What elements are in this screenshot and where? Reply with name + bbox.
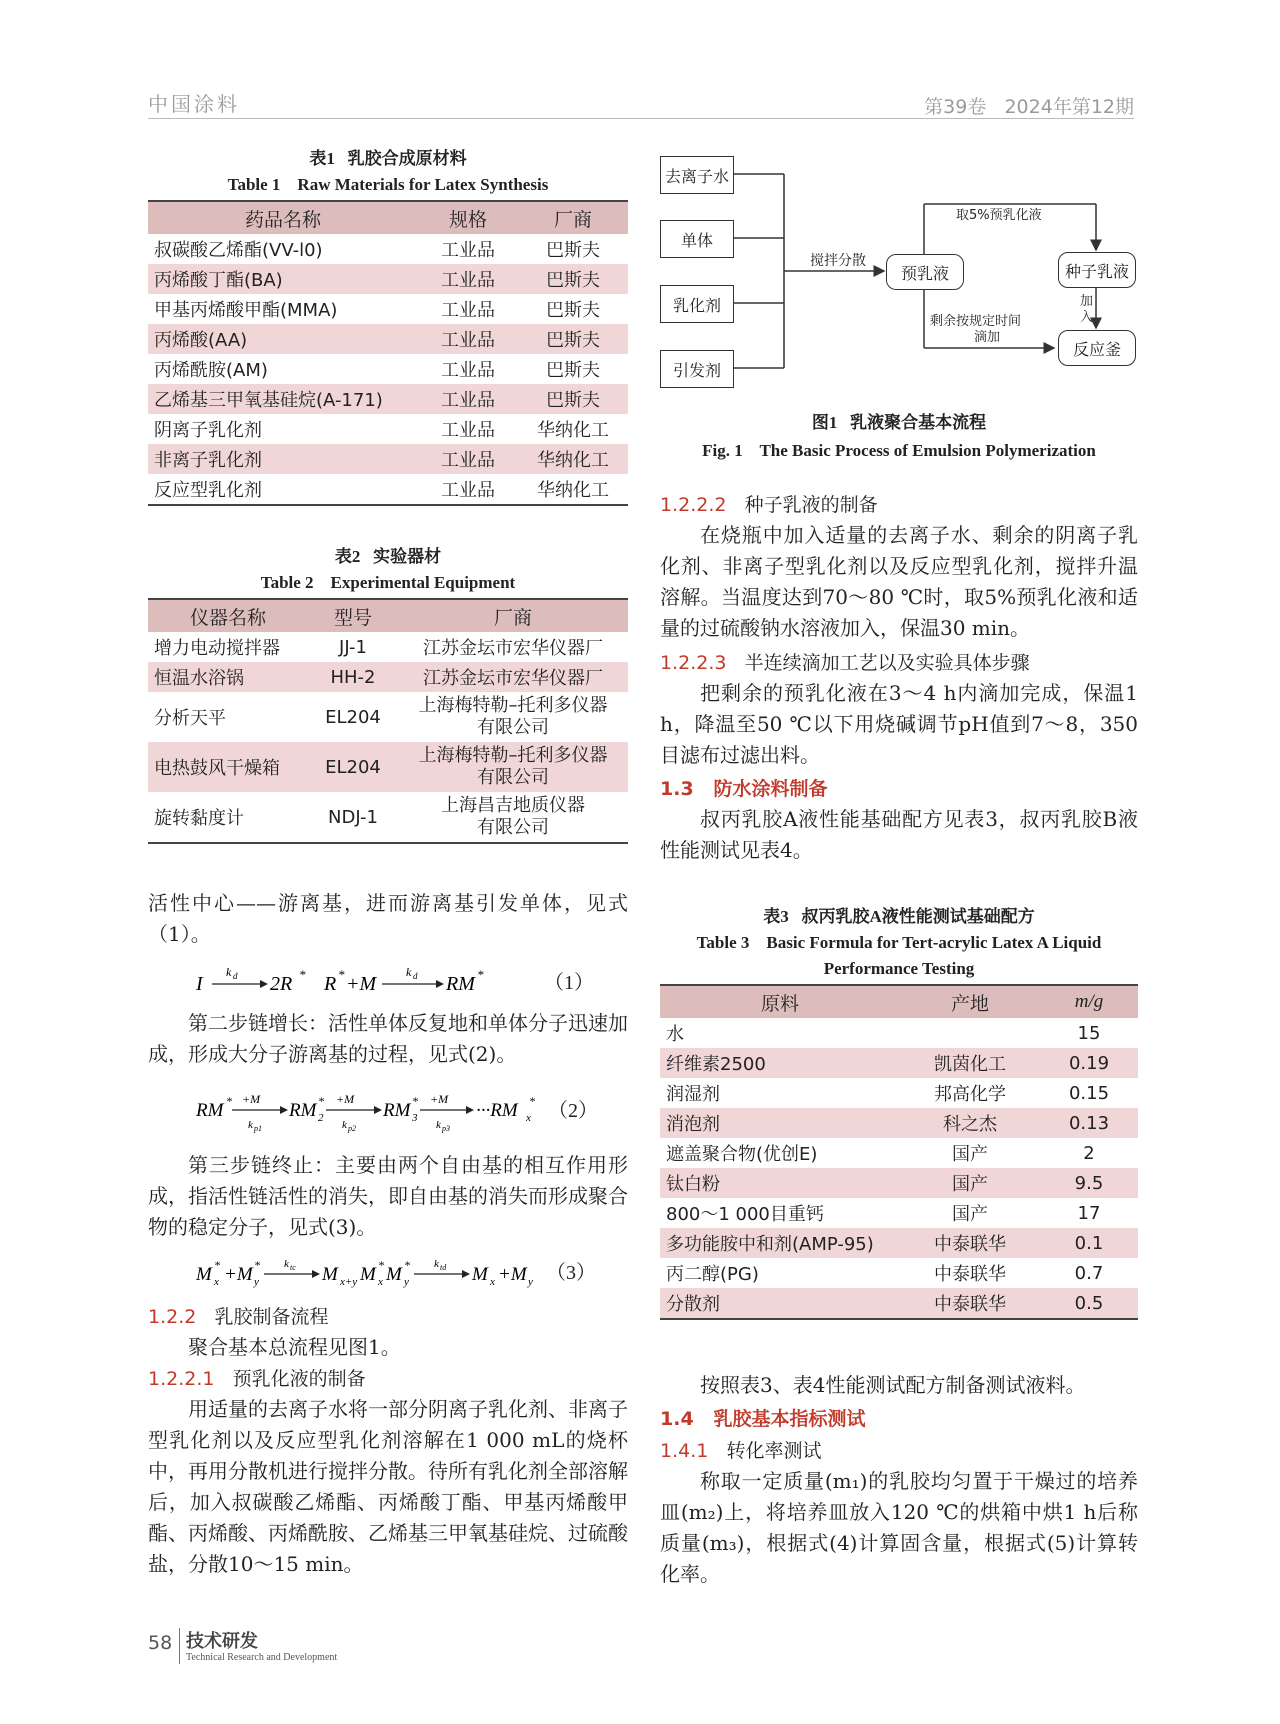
table1-caption-cn: 表1 乳胶合成原材料: [309, 149, 467, 168]
cell-line: 上海昌吉地质仪器: [441, 795, 585, 816]
table-cell: 江苏金坛市宏华仪器厂: [423, 638, 603, 659]
table1-block: [148, 146, 628, 506]
table-cell: 反应型乳化剂: [148, 474, 418, 505]
table3: [660, 984, 1138, 1320]
table-cell: 华纳化工: [537, 420, 609, 441]
table-row: [660, 1168, 1138, 1198]
section-title: 乳胶基本指标测试: [713, 1408, 866, 1430]
right-paragraph-3: 叔丙乳胶A液性能基础配方见表3，叔丙乳胶B液性能测试见表4。: [660, 807, 1138, 862]
table-cell: 0.13: [1068, 1112, 1110, 1134]
figure1-caption-en: Fig. 1 The Basic Process of Emulsion Polymerization: [702, 441, 1096, 460]
table-cell: 9.5: [1074, 1172, 1104, 1194]
svg-text:p3: p3: [442, 1124, 450, 1133]
table2-block: [148, 544, 628, 844]
table-row: [148, 632, 628, 662]
table-cell: 纤维素2500: [666, 1054, 766, 1075]
flow-box-seed-emulsion: 种子乳液: [1058, 252, 1136, 288]
footer-section-en: Technical Research and Development: [186, 1652, 338, 1663]
table-cell: 阴离子乳化剂: [154, 420, 262, 441]
flow-box-emulsifier: 乳化剂: [660, 285, 734, 323]
cell-line: 有限公司: [477, 717, 549, 738]
svg-text:k: k: [342, 1119, 347, 1131]
flow-label-take: 取5%预乳化液: [956, 208, 1042, 223]
svg-text:2R: 2R: [270, 973, 293, 995]
right-paragraph-4: 按照表3、表4性能测试配方制备测试液料。: [700, 1373, 1086, 1397]
equation-3-number: （3）: [546, 1262, 596, 1284]
table1-header: 药品名称: [148, 201, 418, 234]
flow-label-drip-1: 剩余按规定时间: [930, 314, 1022, 329]
table2-header: 仪器名称: [148, 599, 308, 632]
section-number: 1.4.1: [660, 1440, 709, 1462]
flow-box-pre-emulsion: 预乳液: [886, 254, 964, 290]
svg-text:k: k: [226, 965, 232, 979]
table-cell: 水: [666, 1024, 684, 1045]
table-cell: 工业品: [441, 450, 495, 471]
svg-text:*: *: [529, 1094, 535, 1108]
svg-text:x+y: x+y: [340, 1276, 358, 1288]
svg-text:*: *: [338, 967, 345, 982]
table-cell: 工业品: [441, 240, 495, 261]
section-number: 1.3: [660, 778, 694, 800]
table-cell: 消泡剂: [666, 1114, 720, 1135]
section-number: 1.2.2.2: [660, 494, 727, 516]
table-cell: 17: [1077, 1202, 1101, 1224]
table-cell: 钛白粉: [666, 1174, 720, 1195]
table-cell: 分散剂: [660, 1288, 900, 1319]
footer-divider: [179, 1628, 180, 1664]
left-paragraph-4: 聚合基本总流程见图1。: [188, 1335, 401, 1359]
svg-text:RM: RM: [383, 1100, 411, 1121]
table2-caption-en: Table 2 Experimental Equipment: [260, 573, 516, 592]
table-cell: 邦高化学: [934, 1084, 1006, 1105]
table-row: [148, 234, 628, 264]
table-cell: 巴斯夫: [546, 240, 600, 261]
svg-text:M: M: [386, 1264, 402, 1285]
table-cell: 工业品: [441, 330, 495, 351]
svg-text:+M: +M: [242, 1092, 261, 1106]
table-cell: JJ-1: [339, 636, 367, 658]
svg-text:x: x: [490, 1276, 495, 1288]
right-paragraph-2: 把剩余的预乳化液在3～4 h内滴加完成，保温1 h，降温至50 ℃以下用烧碱调节pH值到7～8，350目滤布过滤出料。: [660, 681, 1138, 767]
table-cell: 国产: [952, 1144, 988, 1165]
section-1-2-2-2: [660, 490, 878, 517]
table-cell: 华纳化工: [518, 474, 628, 505]
table3-caption-en-1: Table 3 Basic Formula for Tert-acrylic Latex A Liquid: [696, 933, 1102, 952]
table-cell: 国产: [952, 1174, 988, 1195]
svg-text:*: *: [299, 967, 306, 982]
svg-text:2: 2: [318, 1112, 324, 1124]
table-row: [148, 662, 628, 692]
page-number: 58: [148, 1632, 173, 1654]
table-cell: 国产: [952, 1204, 988, 1225]
table-row: [148, 792, 628, 843]
table-cell: 润湿剂: [666, 1084, 720, 1105]
table-row: [148, 742, 628, 792]
table-cell: 工业品: [441, 390, 495, 411]
issue-info: 第39卷 2024年第12期: [924, 96, 1134, 118]
svg-text:+M: +M: [224, 1264, 253, 1285]
table-cell: [398, 742, 628, 792]
table-cell: 恒温水浴锅: [154, 668, 244, 689]
table3-header: 产地: [900, 985, 1040, 1018]
table-cell: EL204: [325, 706, 381, 728]
equation-1-number: （1）: [544, 972, 594, 994]
cell-line: 有限公司: [477, 817, 549, 838]
table2: [148, 598, 628, 844]
svg-text:p2: p2: [348, 1124, 356, 1133]
svg-text:k: k: [406, 965, 412, 979]
section-1-2-2-1: [148, 1364, 366, 1391]
left-paragraph-3: 第三步链终止：主要由两个自由基的相互作用形成，指活性链活性的消失，即自由基的消失而形成聚合物的稳定分子，见式(3)。: [148, 1153, 628, 1239]
svg-text:R: R: [324, 973, 337, 995]
svg-text:M: M: [472, 1264, 488, 1285]
section-1-3: [660, 774, 828, 801]
section-number: 1.2.2.1: [148, 1368, 215, 1390]
table-cell: 凯茵化工: [934, 1054, 1006, 1075]
equation-2-number: （2）: [548, 1100, 598, 1122]
table-cell: 800～1 000目重钙: [666, 1204, 824, 1225]
section-1-2-2-3: [660, 648, 1030, 675]
svg-text:k: k: [436, 1119, 441, 1131]
equation-3: [196, 1254, 628, 1292]
table3-header: m/g: [1040, 985, 1138, 1018]
table-row: [660, 1108, 1138, 1138]
flow-label-disperse: 搅拌分散: [810, 253, 866, 269]
section-number: 1.2.2: [148, 1306, 197, 1328]
table-cell: EL204: [325, 756, 381, 778]
table-cell: 0.5: [1040, 1288, 1138, 1319]
table-cell: 遮盖聚合物(优创E): [666, 1144, 818, 1165]
svg-text:d: d: [233, 971, 238, 981]
table-cell: HH-2: [330, 666, 376, 688]
table-row: [660, 1228, 1138, 1258]
flow-box-initiator: 引发剂: [660, 350, 734, 388]
svg-text:I: I: [196, 973, 203, 995]
table-cell: 科之杰: [943, 1114, 997, 1135]
left-paragraph-2: 第二步链增长：活性单体反复地和单体分子迅速加成，形成大分子游离基的过程，见式(2)。: [148, 1011, 628, 1066]
table-cell: 多功能胺中和剂(AMP-95): [666, 1234, 874, 1255]
svg-text:d: d: [413, 971, 418, 981]
table-row: [148, 294, 628, 324]
svg-text:k: k: [284, 1258, 289, 1270]
table-cell: 甲基丙烯酸甲酯(MMA): [154, 300, 338, 321]
section-number: 1.2.2.3: [660, 652, 727, 674]
table-cell: 工业品: [441, 270, 495, 291]
svg-text:y: y: [254, 1276, 259, 1288]
svg-text:x: x: [378, 1276, 383, 1288]
table-row: [660, 1018, 1138, 1048]
table-cell: [398, 792, 628, 843]
table-cell: 0.1: [1074, 1232, 1104, 1254]
table1-header: 规格: [418, 201, 518, 234]
table2-header: 厂商: [398, 599, 628, 632]
table-cell: 工业品: [441, 360, 495, 381]
table1: [148, 200, 628, 506]
table-cell: 巴斯夫: [546, 330, 600, 351]
table-cell: 工业品: [418, 474, 518, 505]
svg-text:RM: RM: [446, 973, 475, 995]
svg-text:*: *: [226, 1094, 232, 1108]
flow-box-monomer: 单体: [660, 220, 734, 258]
table-cell: 0.15: [1068, 1082, 1110, 1104]
table-row: [660, 1288, 1138, 1319]
section-title: 乳胶制备流程: [214, 1306, 329, 1328]
svg-text:*: *: [254, 1258, 260, 1272]
svg-text:M: M: [360, 1264, 376, 1285]
table-cell: 工业品: [441, 300, 495, 321]
section-title: 防水涂料制备: [713, 778, 828, 800]
svg-text:···RM: ···RM: [476, 1100, 518, 1121]
flow-label-drip-2: 滴加: [974, 330, 1001, 345]
table-cell: 旋转黏度计: [148, 792, 308, 843]
svg-text:3: 3: [412, 1112, 418, 1124]
table-row: [660, 1138, 1138, 1168]
journal-name: 中国涂料: [148, 92, 240, 116]
svg-text:*: *: [404, 1258, 410, 1272]
section-title: 转化率测试: [726, 1440, 822, 1462]
table-cell: 中泰联华: [900, 1288, 1040, 1319]
flow-box-water: 去离子水: [660, 156, 734, 194]
section-1-2-2: [148, 1302, 329, 1329]
table2-caption-cn: 表2 实验器材: [334, 547, 442, 566]
svg-text:*: *: [318, 1094, 324, 1108]
figure1-caption-cn: 图1 乳液聚合基本流程: [811, 413, 987, 432]
table1-header: 厂商: [518, 201, 628, 234]
flow-label-add-2: 入: [1080, 310, 1094, 325]
table3-header: 原料: [660, 985, 900, 1018]
table-row: [660, 1078, 1138, 1108]
footer-section-cn: 技术研发: [186, 1631, 258, 1652]
svg-text:*: *: [214, 1258, 220, 1272]
section-title: 半连续滴加工艺以及实验具体步骤: [744, 652, 1030, 674]
table-row: [148, 264, 628, 294]
table-cell: 江苏金坛市宏华仪器厂: [423, 668, 603, 689]
svg-text:*: *: [378, 1258, 384, 1272]
equation-2: [196, 1090, 628, 1140]
right-paragraph-5: 称取一定质量(m₁)的乳胶均匀置于干燥过的培养皿(m₂)上，将培养皿放入120 ℃的烘箱中烘1 h后称质量(m₃)，根据式(4)计算固含量，根据式(5)计算转化率。: [660, 1469, 1138, 1586]
table-cell: 非离子乳化剂: [154, 450, 262, 471]
table-row: [660, 1198, 1138, 1228]
cell-line: 有限公司: [477, 767, 549, 788]
svg-text:x: x: [214, 1276, 219, 1288]
table-cell: [900, 1018, 1040, 1048]
section-1-4-1: [660, 1436, 822, 1463]
table-cell: 15: [1077, 1022, 1101, 1044]
svg-text:*: *: [477, 967, 484, 982]
table-cell: 华纳化工: [537, 450, 609, 471]
svg-text:M: M: [322, 1264, 338, 1285]
table-cell: 2: [1083, 1142, 1095, 1164]
table2-header: 型号: [308, 599, 398, 632]
table-cell: 中泰联华: [934, 1234, 1006, 1255]
svg-text:RM: RM: [289, 1100, 317, 1121]
section-title: 种子乳液的制备: [744, 494, 878, 516]
cell-line: 上海梅特勒–托利多仪器: [418, 745, 608, 766]
table-cell: 乙烯基三甲氧基硅烷(A-171): [154, 390, 383, 411]
table-cell: 分析天平: [154, 708, 226, 729]
table3-caption-en-2: Performance Testing: [823, 959, 975, 978]
svg-text:td: td: [440, 1263, 447, 1272]
right-paragraph-1: 在烧瓶中加入适量的去离子水、剩余的阴离子乳化剂、非离子型乳化剂以及反应型乳化剂，搅拌升温溶解。当温度达到70～80 ℃时，取5%预乳化液和适量的过硫酸钠水溶液加入，保温30 min。: [660, 523, 1138, 640]
table-cell: 0.7: [1074, 1262, 1104, 1284]
table-row: [148, 444, 628, 474]
svg-text:M: M: [196, 1264, 212, 1285]
svg-text:+M: +M: [498, 1264, 527, 1285]
section-number: 1.4: [660, 1408, 694, 1430]
table-cell: 增力电动搅拌器: [154, 638, 280, 659]
section-title: 预乳化液的制备: [232, 1368, 366, 1390]
table1-caption-en: Table 1 Raw Materials for Latex Synthesis: [227, 175, 549, 194]
table-cell: 丙二醇(PG): [666, 1264, 759, 1285]
svg-text:k: k: [248, 1119, 253, 1131]
table-cell: 中泰联华: [934, 1264, 1006, 1285]
table-cell: 丙烯酸(AA): [154, 330, 248, 351]
table-row: [148, 414, 628, 444]
table-cell: 工业品: [441, 420, 495, 441]
svg-text:RM: RM: [196, 1100, 224, 1121]
table-cell: [398, 692, 628, 742]
table-cell: 电热鼓风干燥箱: [154, 758, 280, 779]
cell-line: 上海梅特勒–托利多仪器: [418, 695, 608, 716]
svg-text:*: *: [412, 1094, 418, 1108]
svg-text:x: x: [526, 1112, 531, 1124]
table-cell: 巴斯夫: [546, 270, 600, 291]
table-cell: 丙烯酸丁酯(BA): [154, 270, 283, 291]
table3-block: [660, 904, 1138, 1320]
table-cell: 丙烯酰胺(AM): [154, 360, 268, 381]
section-1-4: [660, 1404, 866, 1431]
figure1-flowchart: [660, 148, 1138, 398]
flow-box-reactor: 反应釜: [1058, 330, 1136, 366]
table-cell: NDJ-1: [308, 792, 398, 843]
table-cell: 0.19: [1068, 1052, 1110, 1074]
table-row: [660, 1258, 1138, 1288]
svg-text:+M: +M: [346, 973, 377, 995]
table-cell: 巴斯夫: [546, 360, 600, 381]
table3-caption-cn: 表3 叔丙乳胶A液性能测试基础配方: [763, 907, 1035, 926]
table-row: [660, 1048, 1138, 1078]
table-row: [148, 324, 628, 354]
svg-text:y: y: [404, 1276, 409, 1288]
table-row: [148, 474, 628, 505]
left-paragraph-5: 用适量的去离子水将一部分阴离子乳化剂、非离子型乳化剂以及反应型乳化剂溶解在1 000 mL的烧杯中，再用分散机进行搅拌分散。待所有乳化剂全部溶解后，加入叔碳酸乙烯酯、丙烯酸丁酯、甲基丙烯酸甲酯、丙烯酸、丙烯酰胺、乙烯基三甲氧基硅烷、过硫酸盐，分散10～15 min。: [148, 1397, 628, 1576]
table-row: [148, 384, 628, 414]
svg-text:k: k: [434, 1258, 439, 1270]
svg-text:p1: p1: [254, 1124, 262, 1133]
svg-text:+M: +M: [336, 1092, 355, 1106]
header-divider: [148, 118, 1134, 119]
table-cell: 叔碳酸乙烯酯(VV-l0): [154, 240, 323, 261]
table-row: [148, 692, 628, 742]
equation-1: [196, 964, 628, 998]
svg-text:tc: tc: [290, 1263, 296, 1272]
table-row: [148, 354, 628, 384]
svg-text:y: y: [528, 1276, 533, 1288]
left-paragraph-1: 活性中心——游离基，进而游离基引发单体，见式（1）。: [148, 891, 628, 946]
flow-label-add-1: 加: [1080, 294, 1094, 309]
svg-text:+M: +M: [430, 1092, 449, 1106]
table-cell: 巴斯夫: [546, 300, 600, 321]
table-cell: 巴斯夫: [546, 390, 600, 411]
